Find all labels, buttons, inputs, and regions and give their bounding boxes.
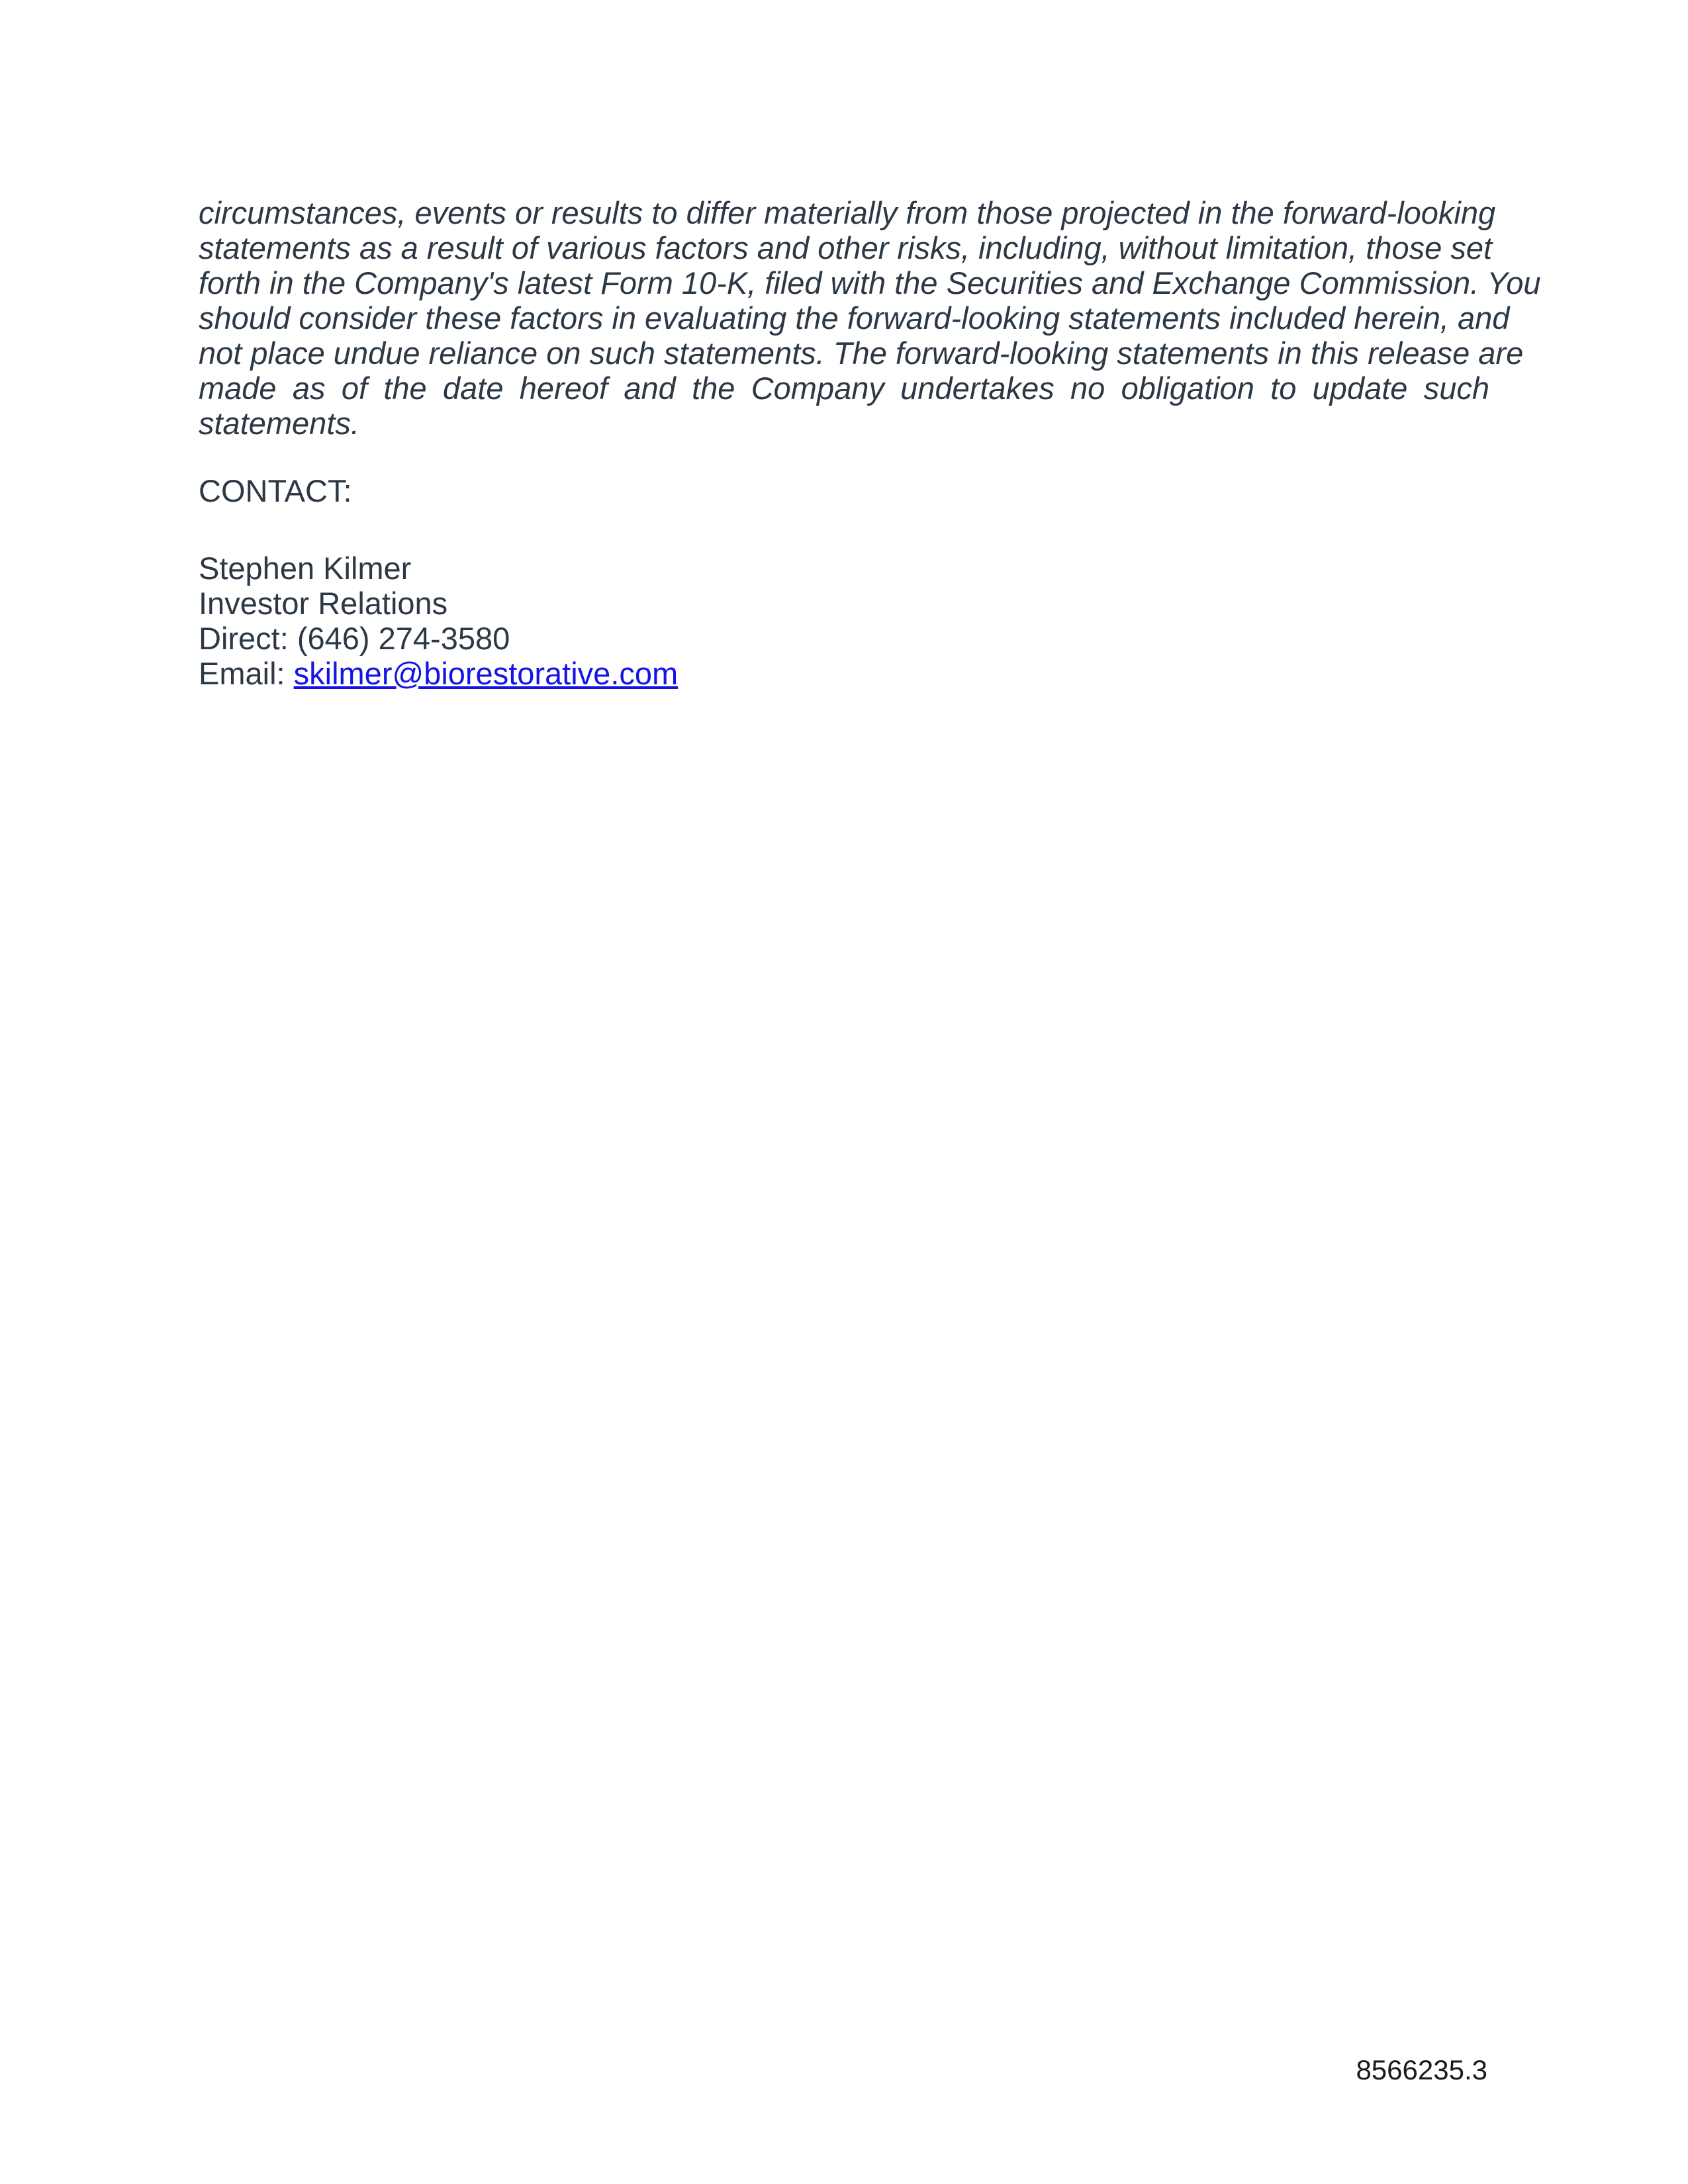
doc-number-footer: 8566235.3 [1356,2054,1487,2085]
disclaimer-line: should consider these factors in evaluating the forward-looking statements included herein, and [199,300,1510,336]
disclaimer-line: forth in the Company's latest Form 10-K, filed with the Securities and Exchange Commission. You [199,265,1541,300]
disclaimer-line: statements as a result of various factors and other risks, including, without limitation, those set [199,230,1493,265]
contact-email-label: Email: [199,656,294,691]
contact-title: Investor Relations [199,586,448,621]
contact-email-line [199,656,1489,691]
disclaimer-line: made as of the date hereof and the Company undertakes no obligation to update such statements. [199,371,1489,441]
contact-name: Stephen Kilmer [199,551,412,586]
email-link[interactable]: skilmer@biorestorative.com [293,656,679,691]
document-content [199,195,1541,691]
disclaimer-line: not place undue reliance on such statements. The forward-looking statements in this release are [199,336,1524,371]
forward-looking-disclaimer-paragraph [199,195,1541,441]
contact-phone: Direct: (646) 274-3580 [199,621,510,656]
disclaimer-line: circumstances, events or results to differ materially from those projected in the forward-looking [199,195,1496,230]
contact-block [199,551,1489,691]
contact-heading: CONTACT: [199,473,352,508]
